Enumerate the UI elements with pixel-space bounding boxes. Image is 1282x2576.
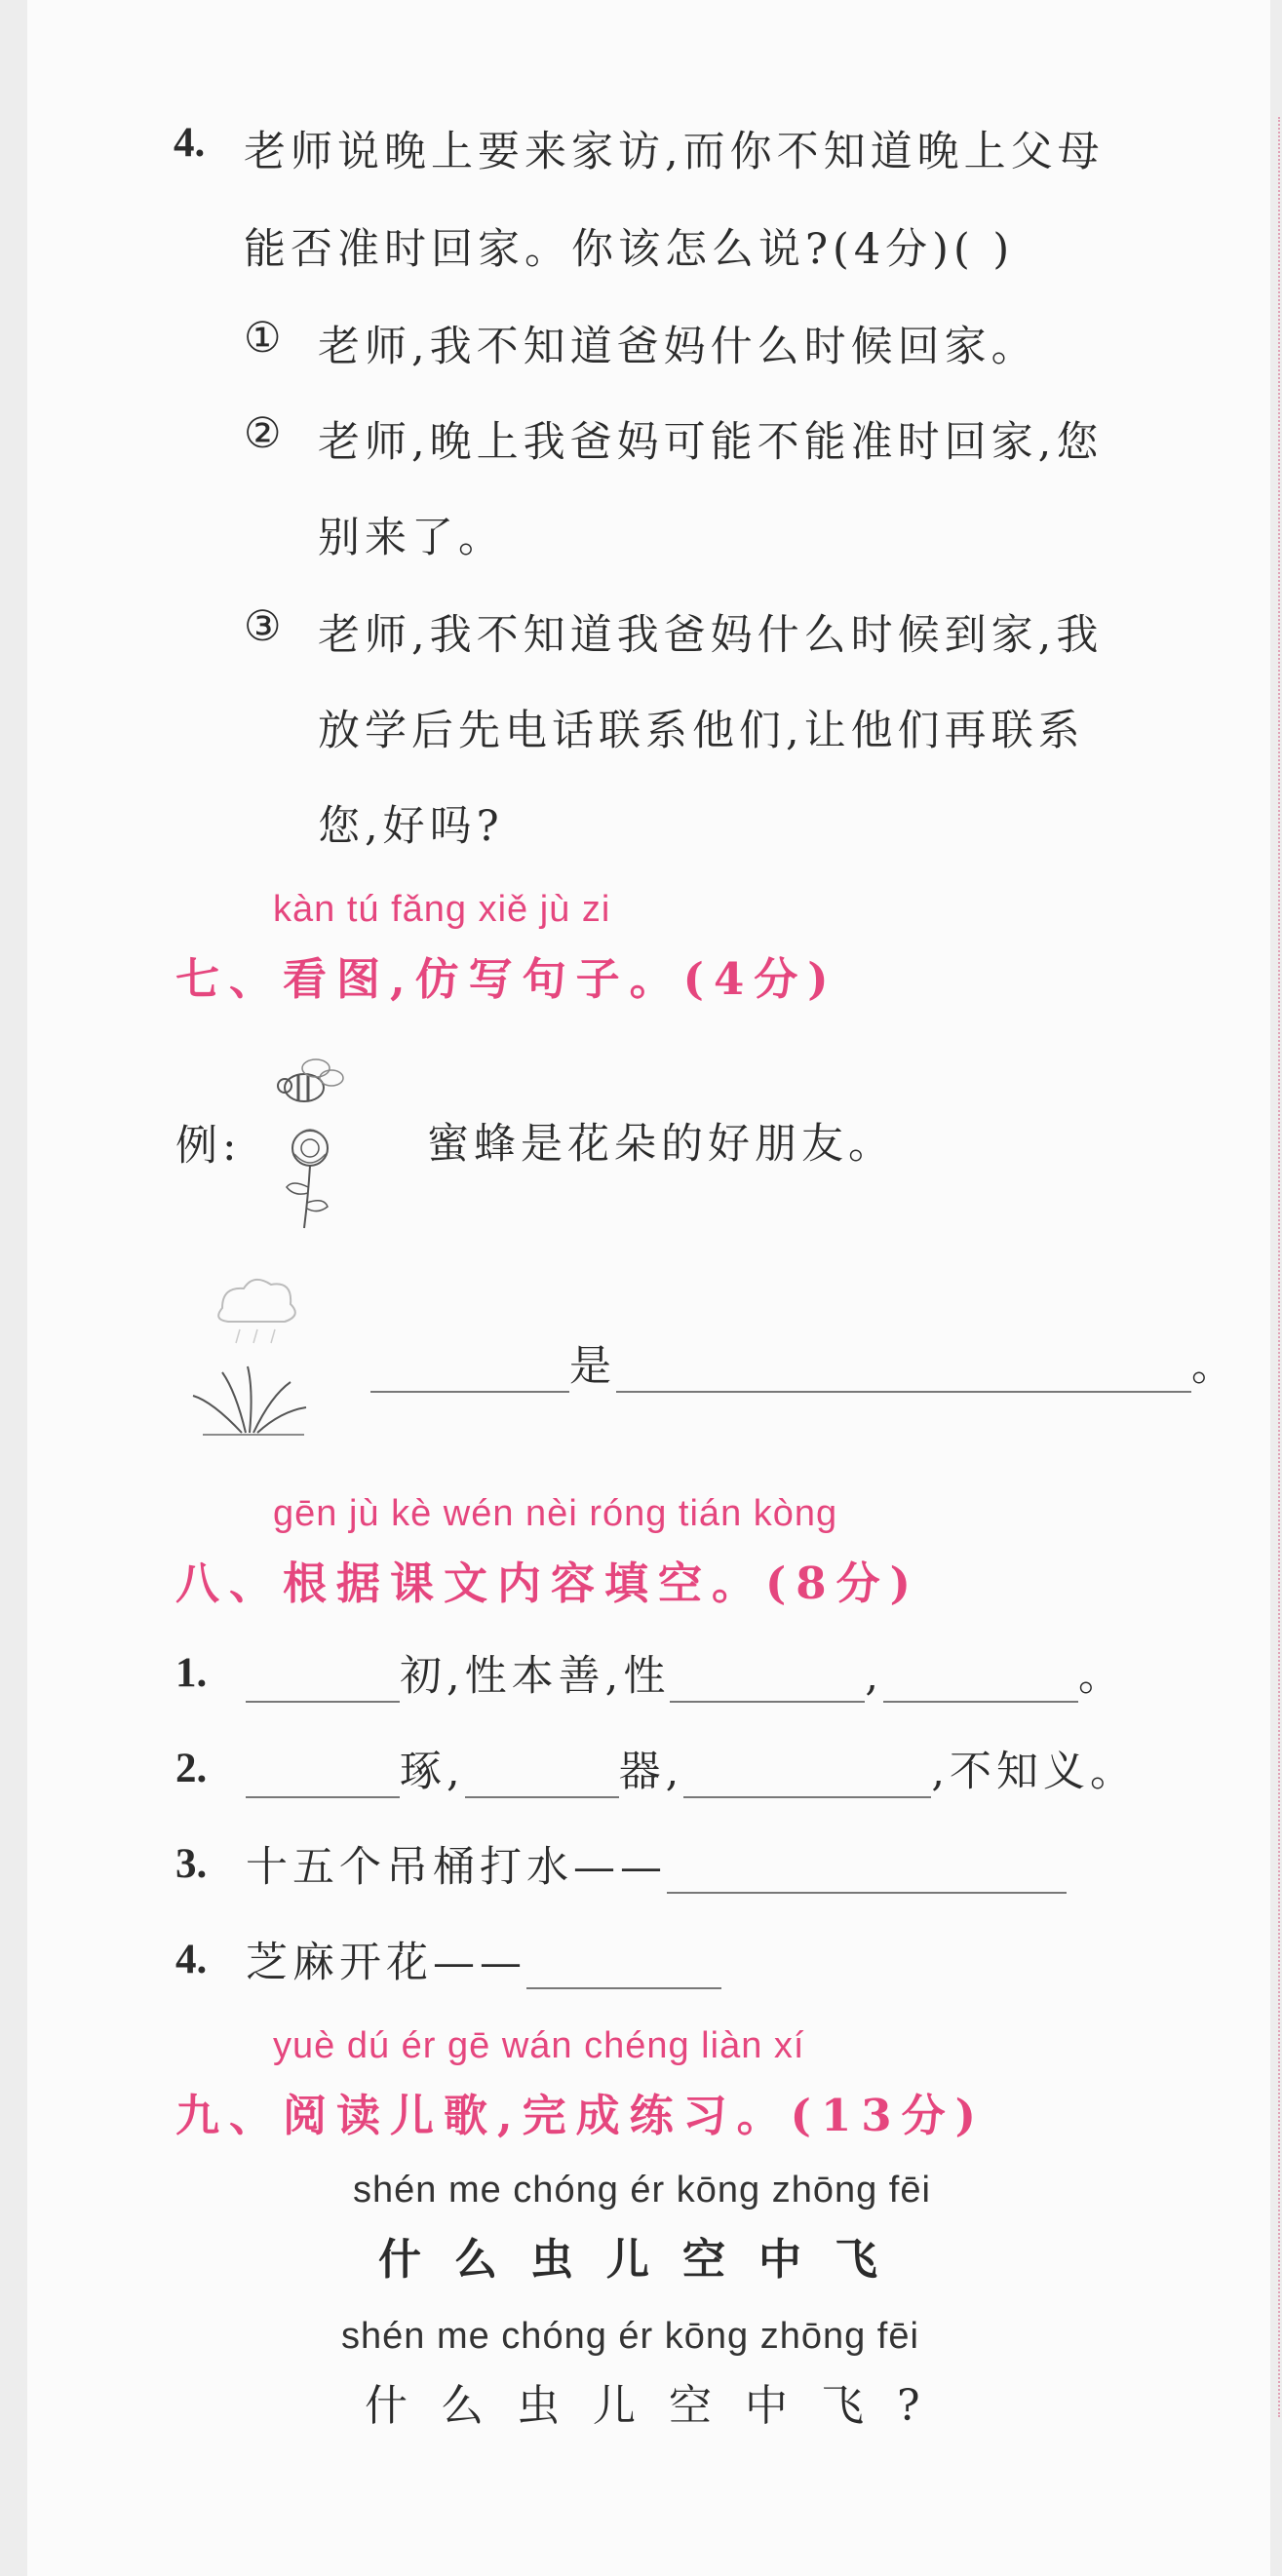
- cloud-grass-illustration: [183, 1265, 320, 1441]
- answer-blank[interactable]: [670, 1666, 865, 1703]
- option-3-text-line2: 放学后先电话联系他们,让他们再联系: [318, 707, 1085, 755]
- answer-blank[interactable]: [526, 1952, 721, 1989]
- answer-blank[interactable]: [616, 1356, 1191, 1393]
- section-9-heading: 九、阅读儿歌,完成练习。(13分): [175, 2090, 986, 2141]
- option-3-text-line1: 老师,我不知道我爸妈什么时候到家,我: [318, 611, 1104, 660]
- poem-line2: 什么虫儿空中飞?: [365, 2381, 953, 2431]
- sentence-fill-row: [370, 1333, 1238, 1393]
- bee-icon: [278, 1059, 343, 1101]
- worksheet-page: [27, 0, 1270, 2576]
- item-text: 琢,: [400, 1748, 465, 1796]
- section-7-heading: 七、看图,仿写句子。(4分): [175, 953, 838, 1005]
- cloud-icon: [218, 1280, 295, 1343]
- item-text: 器,: [618, 1748, 684, 1796]
- item-text: 。: [1078, 1652, 1126, 1701]
- option-1-text: 老师,我不知道爸妈什么时候回家。: [318, 323, 1038, 371]
- item-text: 芝麻开花——: [246, 1939, 526, 1987]
- option-2-text-line1: 老师,晚上我爸妈可能不能准时回家,您: [318, 418, 1104, 467]
- answer-blank[interactable]: [246, 1761, 400, 1798]
- fill-item-4: [246, 1930, 721, 1989]
- section-9-pinyin: yuè dú ér gē wán chéng liàn xí: [273, 2025, 805, 2066]
- margin-dotted-line: [1278, 117, 1280, 2417]
- fill-item-3: [246, 1834, 1067, 1894]
- fill-item-2: [246, 1739, 1137, 1798]
- example-label: 例:: [175, 1122, 242, 1171]
- bee-flower-illustration: [263, 1051, 361, 1236]
- item-text: 初,性本善,性: [400, 1652, 671, 1701]
- option-1-mark: ①: [244, 314, 287, 363]
- answer-blank[interactable]: [465, 1761, 619, 1798]
- example-sentence: 蜜蜂是花朵的好朋友。: [427, 1120, 895, 1169]
- fill-end-text: 。: [1191, 1342, 1238, 1391]
- answer-blank[interactable]: [246, 1666, 400, 1703]
- option-3-mark: ③: [244, 602, 287, 651]
- option-2-mark: ②: [244, 409, 287, 458]
- fill-middle-text: 是: [569, 1342, 616, 1391]
- option-2-text-line2: 别来了。: [318, 514, 505, 562]
- question-text-line1: 老师说晚上要来家访,而你不知道晚上父母: [244, 128, 1105, 176]
- item-text: ,不知义。: [931, 1748, 1138, 1796]
- answer-blank[interactable]: [667, 1857, 1067, 1894]
- item-text: ,: [865, 1652, 884, 1701]
- fill-item-1: [246, 1643, 1125, 1703]
- question-text-line2: 能否准时回家。你该怎么说?(4分)( ): [244, 225, 1015, 274]
- item-text: 十五个吊桶打水——: [246, 1843, 667, 1892]
- grass-icon: [193, 1366, 306, 1435]
- answer-blank[interactable]: [883, 1666, 1078, 1703]
- section-7-pinyin: kàn tú fǎng xiě jù zi: [273, 889, 611, 930]
- item-number: 2.: [175, 1746, 208, 1791]
- flower-icon: [287, 1130, 328, 1228]
- question-number: 4.: [174, 120, 206, 166]
- section-8-heading: 八、根据课文内容填空。(8分): [175, 1557, 920, 1609]
- item-number: 3.: [175, 1841, 208, 1887]
- item-number: 1.: [175, 1650, 208, 1696]
- answer-blank[interactable]: [370, 1356, 569, 1393]
- section-8-pinyin: gēn jù kè wén nèi róng tián kòng: [273, 1493, 838, 1534]
- answer-blank[interactable]: [683, 1761, 931, 1798]
- poem-pinyin-line2: shén me chóng ér kōng zhōng fēi: [341, 2316, 919, 2357]
- item-number: 4.: [175, 1937, 208, 1982]
- option-3-text-line3: 您,好吗?: [318, 802, 504, 851]
- poem-pinyin-line1: shén me chóng ér kōng zhōng fēi: [353, 2170, 931, 2211]
- poem-line1: 什么虫儿空中飞: [378, 2235, 911, 2285]
